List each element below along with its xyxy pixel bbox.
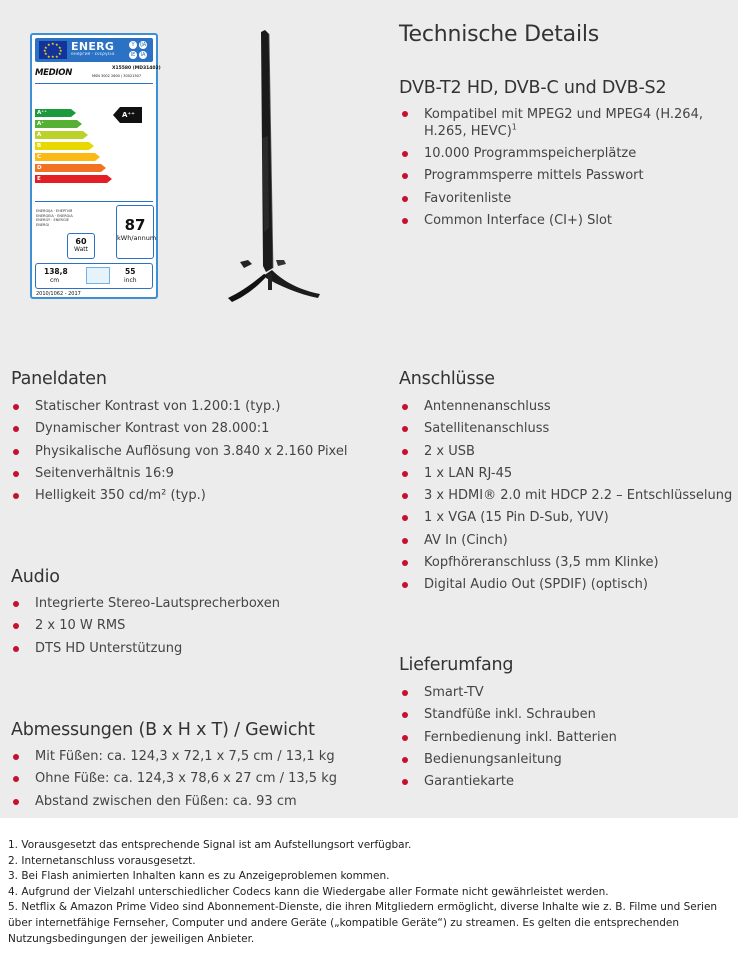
- model-sub-number: MSN 3002 2600 / 30021507: [92, 74, 142, 78]
- list-item: Seitenverhältnis 16:9: [11, 463, 347, 485]
- language-icon: IE: [130, 52, 136, 58]
- footnote: 4. Aufgrund der Vielzahl unterschiedlicher Codecs kann die Wiedergabe aller Formate nicht gewährleistet werden.: [8, 885, 609, 898]
- regulation-number: 2010/1062 - 2017: [36, 291, 81, 297]
- kwh-unit: kWh/annum: [117, 234, 157, 242]
- cm-value: 138,8: [44, 267, 68, 276]
- list-item: 3 x HDMI® 2.0 mit HDCP 2.2 – Entschlüsselung: [400, 485, 732, 507]
- section-heading-panel: Paneldaten: [11, 369, 107, 389]
- cm-unit: cm: [50, 277, 60, 284]
- list-item: 2 x USB: [400, 441, 732, 463]
- list-item: Smart-TV: [400, 682, 617, 704]
- energy-class-bar: B: [35, 142, 89, 150]
- watt-value: 60: [75, 237, 87, 246]
- footnotes: [0, 818, 738, 962]
- dimensions-list: [11, 746, 337, 813]
- list-item: AV In (Cinch): [400, 530, 732, 552]
- model-number: X15580 (MD31402): [112, 66, 161, 71]
- list-item: Kopfhöreranschluss (3,5 mm Klinke): [400, 552, 732, 574]
- list-item: Common Interface (CI+) Slot: [400, 210, 738, 232]
- list-item: Statischer Kontrast von 1.200:1 (typ.): [11, 396, 347, 418]
- list-item: 1 x LAN RJ-45: [400, 463, 732, 485]
- list-item: Abstand zwischen den Füßen: ca. 93 cm: [11, 791, 337, 813]
- screen-size-box: [35, 263, 153, 289]
- energy-label-header: [35, 38, 153, 62]
- kwh-value: 87: [124, 216, 146, 234]
- list-item: Helligkeit 350 cd/m² (typ.): [11, 485, 347, 507]
- footnote: 3. Bei Flash animierten Inhalten kann es zu Anzeigeproblemen kommen.: [8, 870, 390, 883]
- energy-rating-arrow: A⁺⁺: [120, 107, 142, 123]
- list-item: Standfüße inkl. Schrauben: [400, 704, 617, 726]
- list-item: Kompatibel mit MPEG2 und MPEG4 (H.264, H.265, HEVC)$^1$: [400, 104, 738, 143]
- list-item: 1 x VGA (15 Pin D-Sub, YUV): [400, 507, 732, 529]
- watt-box: [67, 233, 95, 259]
- energy-class-bar: D: [35, 164, 101, 172]
- energy-label-subtitle: енергия · ενεργεια: [71, 52, 115, 57]
- inch-value: 55: [125, 267, 136, 276]
- tv-screen-icon: [86, 267, 110, 284]
- list-item: Fernbedienung inkl. Batterien: [400, 727, 617, 749]
- section-heading-audio: Audio: [11, 567, 60, 587]
- energy-class-bar: A⁺: [35, 120, 77, 128]
- energy-class-bar: A⁺⁺: [35, 109, 71, 117]
- divider: [35, 201, 153, 202]
- section-heading-dvb: DVB-T2 HD, DVB-C und DVB-S2: [399, 78, 667, 98]
- energy-label[interactable]: [30, 33, 161, 299]
- list-item: Physikalische Auflösung von 3.840 x 2.160 Pixel: [11, 441, 347, 463]
- delivery-list: [400, 682, 617, 793]
- list-item: Digital Audio Out (SPDIF) (optisch): [400, 574, 732, 596]
- list-item: Bedienungsanleitung: [400, 749, 617, 771]
- ports-list: [400, 396, 732, 597]
- list-item: Programmsperre mittels Passwort: [400, 165, 738, 187]
- section-heading-dimensions: Abmessungen (B x H x T) / Gewicht: [11, 720, 315, 740]
- energy-class-bar: A: [35, 131, 83, 139]
- dvb-list: [400, 104, 738, 232]
- audio-list: [11, 593, 280, 660]
- page-title: Technische Details: [399, 22, 600, 47]
- list-item: Mit Füßen: ca. 124,3 x 72,1 x 7,5 cm / 13,1 kg: [11, 746, 337, 768]
- list-item: 2 x 10 W RMS: [11, 615, 280, 637]
- energy-class-bar: E: [35, 175, 107, 183]
- list-item: 10.000 Programmspeicherplätze: [400, 143, 738, 165]
- list-item: DTS HD Unterstützung: [11, 638, 280, 660]
- panel-list: [11, 396, 347, 507]
- list-item: Satellitenanschluss: [400, 418, 732, 440]
- list-item: Ohne Füße: ca. 124,3 x 78,6 x 27 cm / 13,5 kg: [11, 768, 337, 790]
- eu-flag-icon: ★ ★ ★ ★ ★ ★ ★ ★ ★ ★ ★ ★: [39, 41, 67, 59]
- tv-product-image: [224, 28, 334, 308]
- language-icon: IA: [140, 52, 146, 58]
- energy-label-title: ENERG: [71, 40, 115, 53]
- kwh-box: [116, 205, 157, 259]
- list-item: Garantiekarte: [400, 771, 617, 793]
- energy-words: ENERGIJA · ЕНЕРГИЯ ENERGEIA · ENERGIA ENERGY · ENERGIE ENERGI: [36, 209, 73, 227]
- inch-unit: inch: [124, 277, 137, 284]
- list-item: Favoritenliste: [400, 188, 738, 210]
- language-icon: IJA: [139, 42, 147, 48]
- footnote: 1. Vorausgesetzt das entsprechende Signal ist am Aufstellungsort verfügbar.: [8, 839, 412, 851]
- divider: [35, 83, 153, 84]
- footnote: 2. Internetanschluss vorausgesetzt.: [8, 854, 196, 867]
- list-item: Integrierte Stereo-Lautsprecherboxen: [11, 593, 280, 615]
- energy-class-bar: C: [35, 153, 95, 161]
- section-heading-delivery: Lieferumfang: [399, 655, 514, 675]
- list-item: Antennenanschluss: [400, 396, 732, 418]
- list-item: Dynamischer Kontrast von 28.000:1: [11, 418, 347, 440]
- section-heading-ports: Anschlüsse: [399, 369, 495, 389]
- footnote: 5. Netflix & Amazon Prime Video sind Abonnement-Dienste, die ihren Mitgliedern ermöglicht, diverse Inhalte wie z. B. Filme und Serien über internetfähige Fernseher, Computer und andere Geräte („kompatible Geräte“) zu streamen. Es gelten die entsprechenden Nutzungsbedingungen der jeweiligen Anbieter.: [8, 901, 718, 945]
- brand-logo: MEDION: [35, 68, 73, 78]
- watt-unit: Watt: [74, 246, 88, 253]
- language-icon: Y: [129, 41, 137, 49]
